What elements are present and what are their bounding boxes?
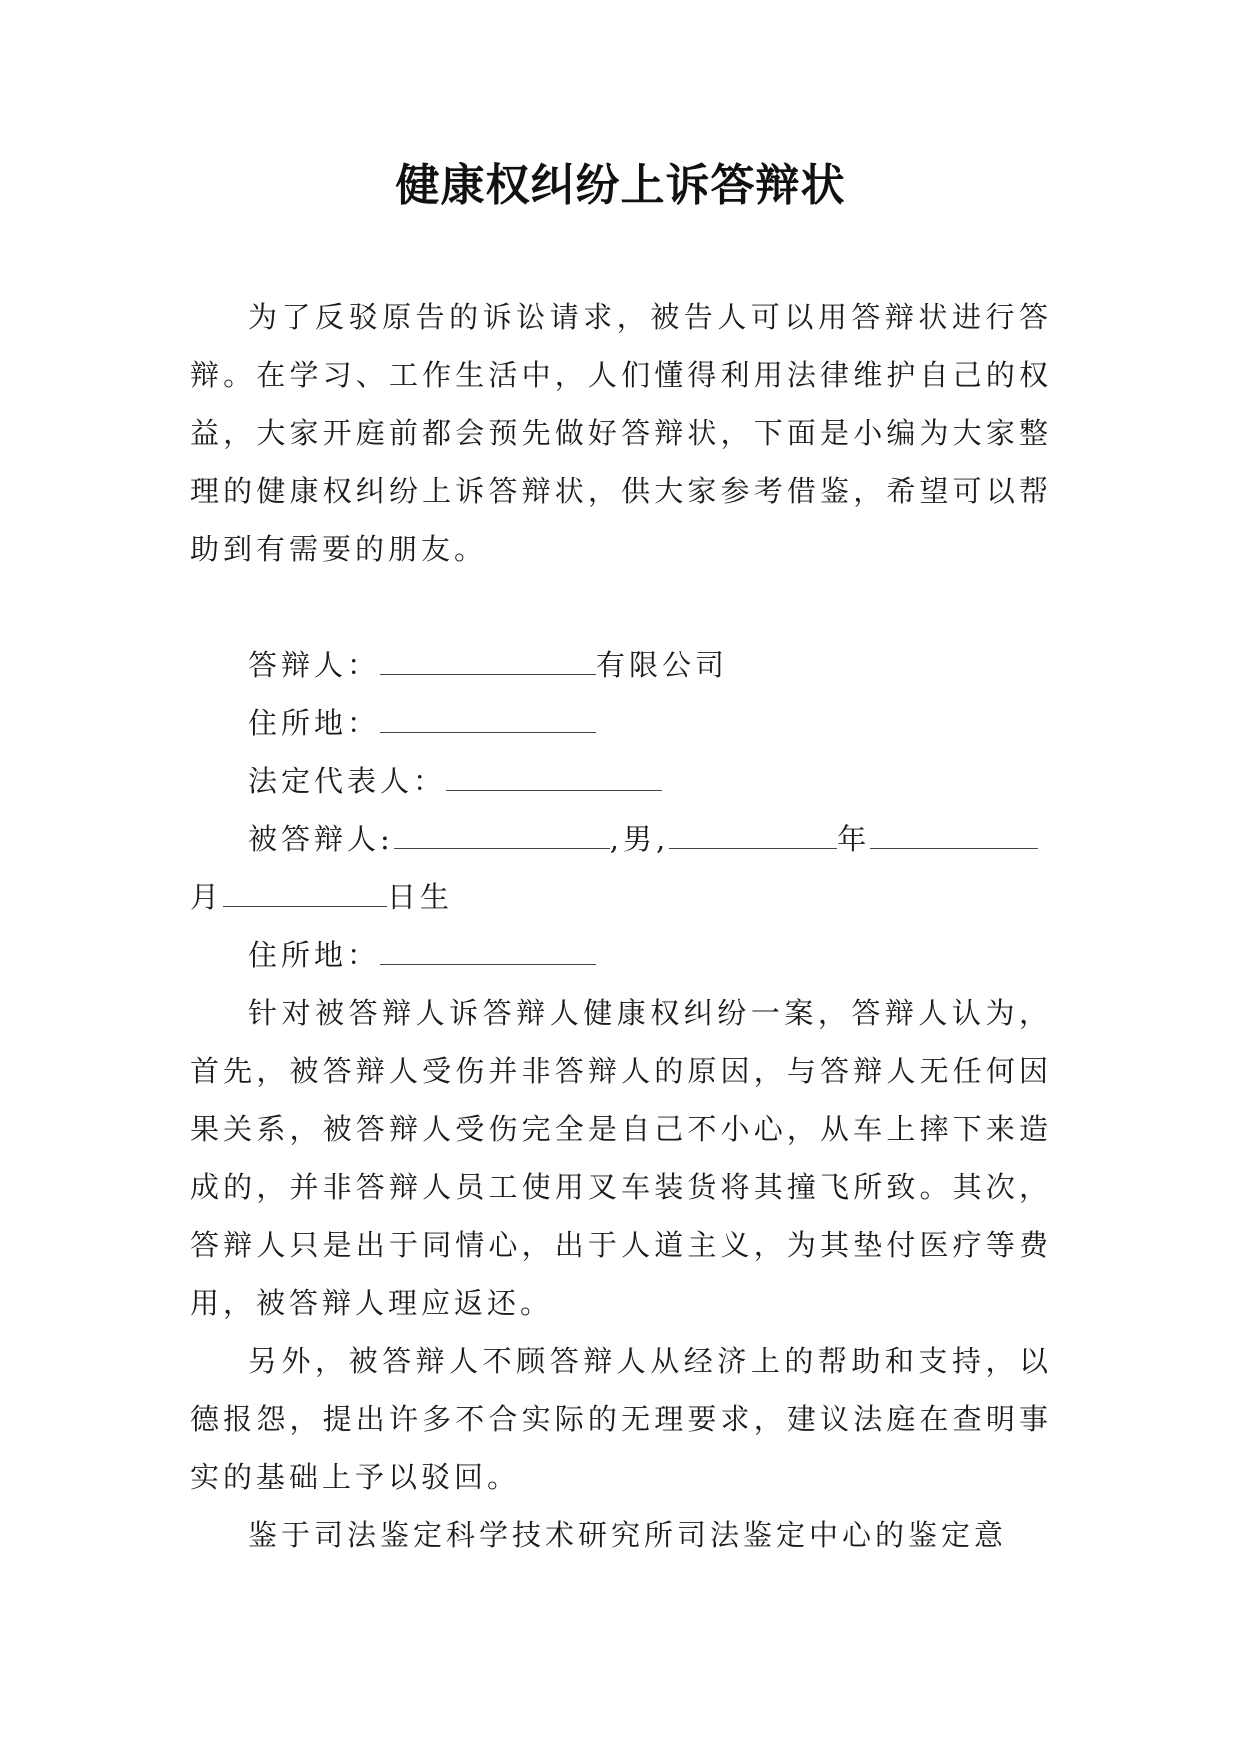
intro-paragraph: 为了反驳原告的诉讼请求，被告人可以用答辩状进行答辩。在学习、工作生活中，人们懂得利用法律维护自己的权益，大家开庭前都会预先做好答辩状，下面是小编为大家整理的健康权纠纷上诉答辩状，供大家参考借鉴，希望可以帮助到有需要的朋友。 <box>190 300 1052 566</box>
body-paragraph: 鉴于司法鉴定科学技术研究所司法鉴定中心的鉴定意 <box>248 1518 1008 1552</box>
appellee-address-label: 住所地： <box>248 938 381 972</box>
appellee-address-blank <box>380 963 596 965</box>
birth-year-blank <box>669 847 837 849</box>
birth-date-line <box>190 868 1052 926</box>
year-label: 年 <box>837 822 871 856</box>
appellee-line <box>190 810 1052 868</box>
day-label: 日生 <box>387 880 454 914</box>
document-body <box>190 288 1052 1564</box>
body-paragraph: 另外，被答辩人不顾答辩人从经济上的帮助和支持，以德报怨，提出许多不合实际的无理要求，建议法庭在查明事实的基础上予以驳回。 <box>190 1344 1052 1494</box>
body-paragraph: 针对被答辩人诉答辩人健康权纠纷一案，答辩人认为，首先，被答辩人受伤并非答辩人的原因，与答辩人无任何因果关系，被答辩人受伤完全是自己不小心，从车上摔下来造成的，并非答辩人员工使用叉车装货将其撞飞所致。其次，答辩人只是出于同情心，出于人道主义，为其垫付医疗等费用，被答辩人理应返还。 <box>190 996 1052 1320</box>
legal-rep-line <box>190 752 1052 810</box>
respondent-line <box>190 636 1052 694</box>
appellee-address-line <box>190 926 1052 984</box>
birth-month-blank <box>870 847 1038 849</box>
legal-rep-blank <box>446 789 662 791</box>
month-label: 月 <box>190 880 224 914</box>
respondent-label: 答辩人： <box>248 648 381 682</box>
address-blank <box>380 731 596 733</box>
respondent-name-blank <box>380 673 596 675</box>
respondent-suffix: 有限公司 <box>596 648 729 682</box>
gender-text: ,男, <box>609 822 670 856</box>
appellee-label: 被答辩人: <box>248 822 394 856</box>
respondent-address-line <box>190 694 1052 752</box>
appellee-name-blank <box>394 847 610 849</box>
document-title: 健康权纠纷上诉答辩状 <box>395 160 846 211</box>
legal-rep-label: 法定代表人： <box>248 764 447 798</box>
section-gap <box>190 578 1052 636</box>
address-label: 住所地： <box>248 706 381 740</box>
birth-day-blank <box>223 905 387 907</box>
